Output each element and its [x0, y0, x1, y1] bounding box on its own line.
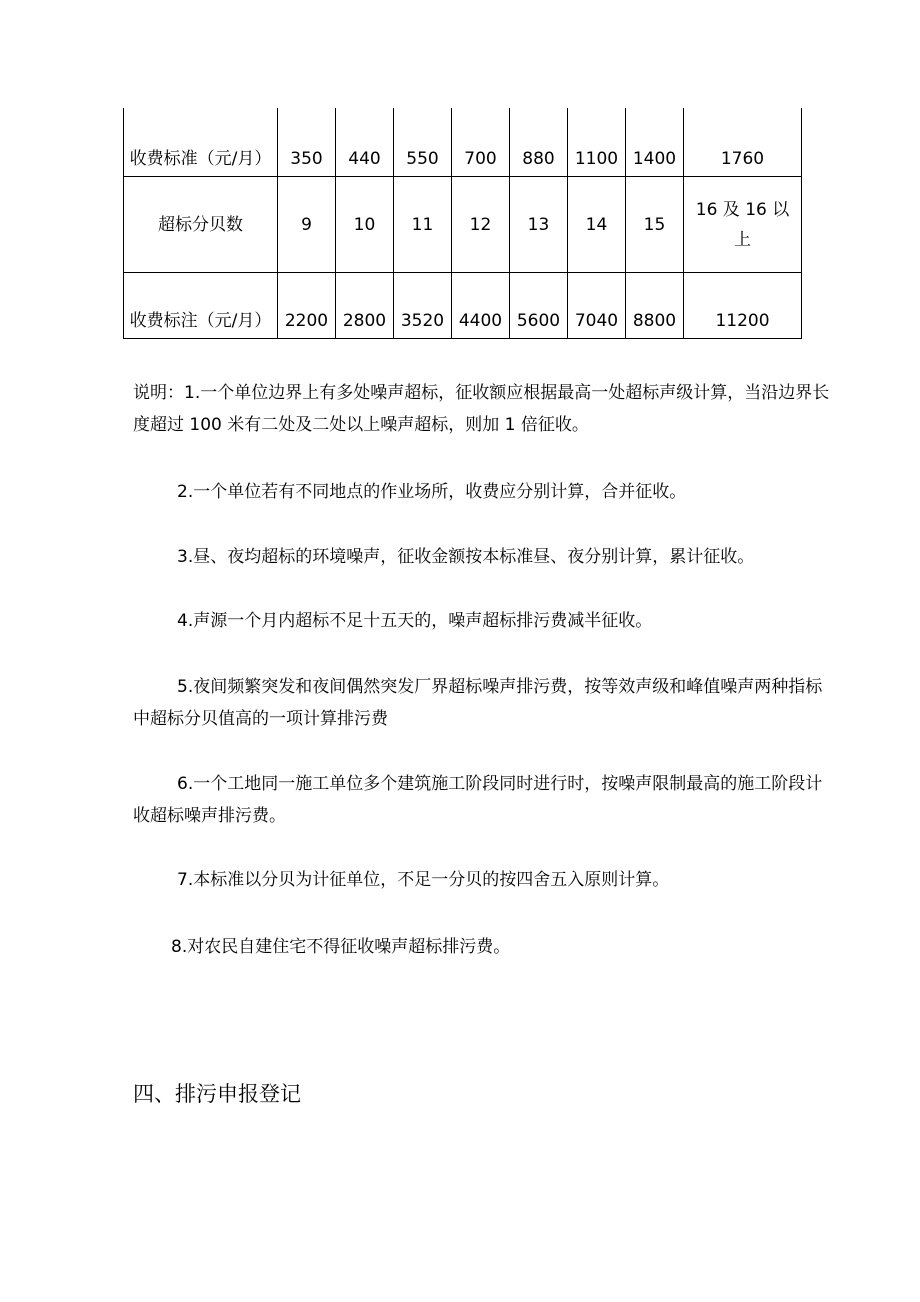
table-cell: 1100	[568, 108, 626, 177]
table-cell: 2800	[336, 273, 394, 339]
note-paragraph-6: 6.一个工地同一施工单位多个建筑施工阶段同时进行时，按噪声限制最高的施工阶段计收超标噪声排污费。	[133, 774, 823, 826]
table-cell: 5600	[510, 273, 568, 339]
table-cell: 2200	[278, 273, 336, 339]
row-label: 收费标准（元/月）	[124, 108, 278, 177]
table-cell: 880	[510, 108, 568, 177]
table-cell: 9	[278, 177, 336, 273]
note-paragraph-3: 3.昼、夜均超标的环境噪声，征收金额按本标准昼、夜分别计算，累计征收。	[177, 547, 755, 567]
table-cell: 15	[626, 177, 684, 273]
table-cell: 1760	[684, 108, 802, 177]
row-label: 超标分贝数	[124, 177, 278, 273]
section-heading: 四、排污申报登记	[133, 1082, 301, 1106]
table-cell: 700	[452, 108, 510, 177]
note-paragraph-1: 说明：1.一个单位边界上有多处噪声超标，征收额应根据最高一处超标声级计算，当沿边界长度超过 100 米有二处及二处以上噪声超标，则加 1 倍征收。	[133, 383, 830, 435]
table-cell: 550	[394, 108, 452, 177]
table-cell: 350	[278, 108, 336, 177]
table-cell: 12	[452, 177, 510, 273]
table-cell: 1400	[626, 108, 684, 177]
note-paragraph-8: 8.对农民自建住宅不得征收噪声超标排污费。	[171, 937, 511, 957]
table-cell: 7040	[568, 273, 626, 339]
table-row	[124, 177, 802, 273]
noise-fee-table	[123, 108, 802, 339]
table-cell: 11200	[684, 273, 802, 339]
table-cell: 440	[336, 108, 394, 177]
note-paragraph-5: 5.夜间频繁突发和夜间偶然突发厂界超标噪声排污费，按等效声级和峰值噪声两种指标中超标分贝值高的一项计算排污费	[133, 677, 823, 729]
table-row	[124, 273, 802, 339]
table-cell: 11	[394, 177, 452, 273]
table-cell: 4400	[452, 273, 510, 339]
note-paragraph-4: 4.声源一个月内超标不足十五天的，噪声超标排污费减半征收。	[177, 611, 653, 631]
table-cell: 3520	[394, 273, 452, 339]
table-cell: 8800	[626, 273, 684, 339]
table-cell: 16 及 16 以上	[684, 177, 802, 273]
note-paragraph-2: 2.一个单位若有不同地点的作业场所，收费应分别计算，合并征收。	[177, 482, 687, 502]
table-cell: 14	[568, 177, 626, 273]
table-cell: 10	[336, 177, 394, 273]
note-paragraph-7: 7.本标准以分贝为计征单位，不足一分贝的按四舍五入原则计算。	[177, 870, 670, 890]
table-cell: 13	[510, 177, 568, 273]
table-row	[124, 108, 802, 177]
row-label: 收费标注（元/月）	[124, 273, 278, 339]
